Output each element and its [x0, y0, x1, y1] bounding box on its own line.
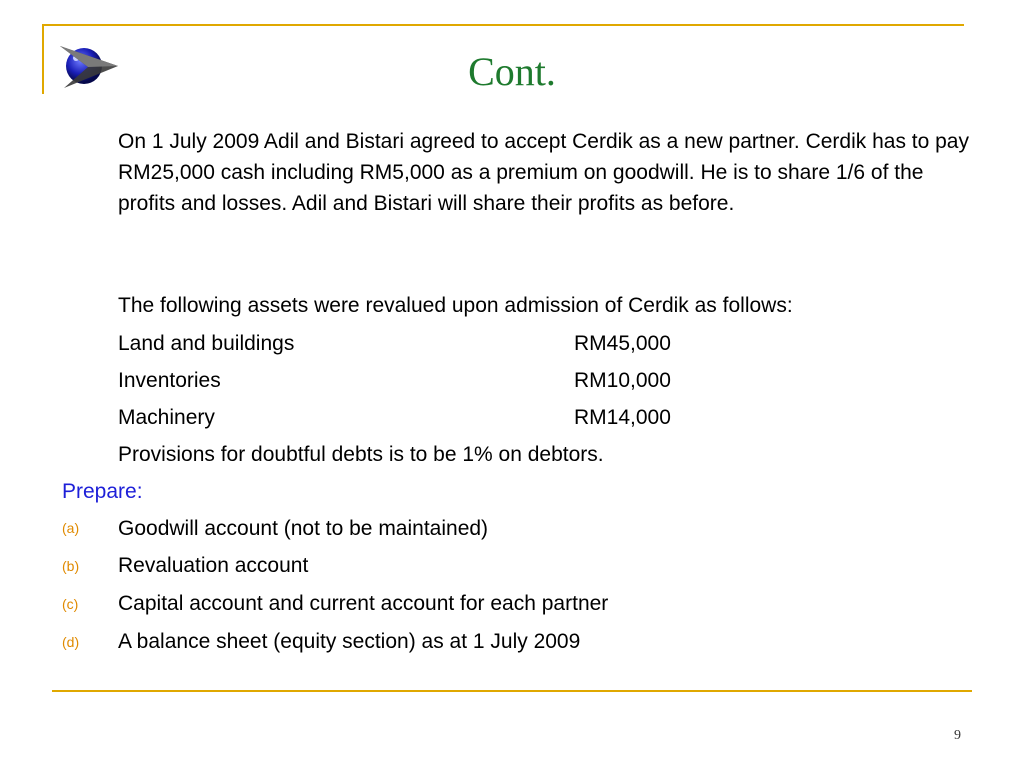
- task-text: Goodwill account (not to be maintained): [118, 517, 489, 540]
- asset-amount: RM14,000: [574, 406, 671, 429]
- top-frame-line: [42, 24, 964, 26]
- bottom-frame-line: [52, 690, 972, 692]
- revaluation-intro: The following assets were revalued upon admission of Cerdik as follows:: [118, 294, 793, 317]
- task-marker: (b): [62, 558, 80, 574]
- task-text: A balance sheet (equity section) as at 1 July 2009: [118, 630, 581, 653]
- task-marker: (a): [62, 520, 80, 536]
- asset-name: Land and buildings: [118, 332, 295, 355]
- prepare-label: Prepare:: [62, 480, 143, 503]
- task-marker: (d): [62, 634, 80, 650]
- task-text: Capital account and current account for each partner: [118, 592, 609, 615]
- asset-name: Machinery: [118, 406, 215, 429]
- task-marker: (c): [62, 596, 79, 612]
- slide-title: Cont.: [468, 49, 556, 94]
- page-number: 9: [954, 728, 961, 743]
- task-text: Revaluation account: [118, 554, 309, 577]
- provision-note: Provisions for doubtful debts is to be 1% on debtors.: [118, 443, 604, 466]
- asset-name: Inventories: [118, 369, 221, 392]
- asset-amount: RM10,000: [574, 369, 671, 392]
- intro-paragraph: On 1 July 2009 Adil and Bistari agreed to accept Cerdik as a new partner. Cerdik has to pay RM25,000 cash including RM5,000 as a premium on goodwill. He is to share 1/6 of the profits and losses. Adil and Bistari will share their profits as before.: [118, 130, 969, 215]
- asset-amount: RM45,000: [574, 332, 671, 355]
